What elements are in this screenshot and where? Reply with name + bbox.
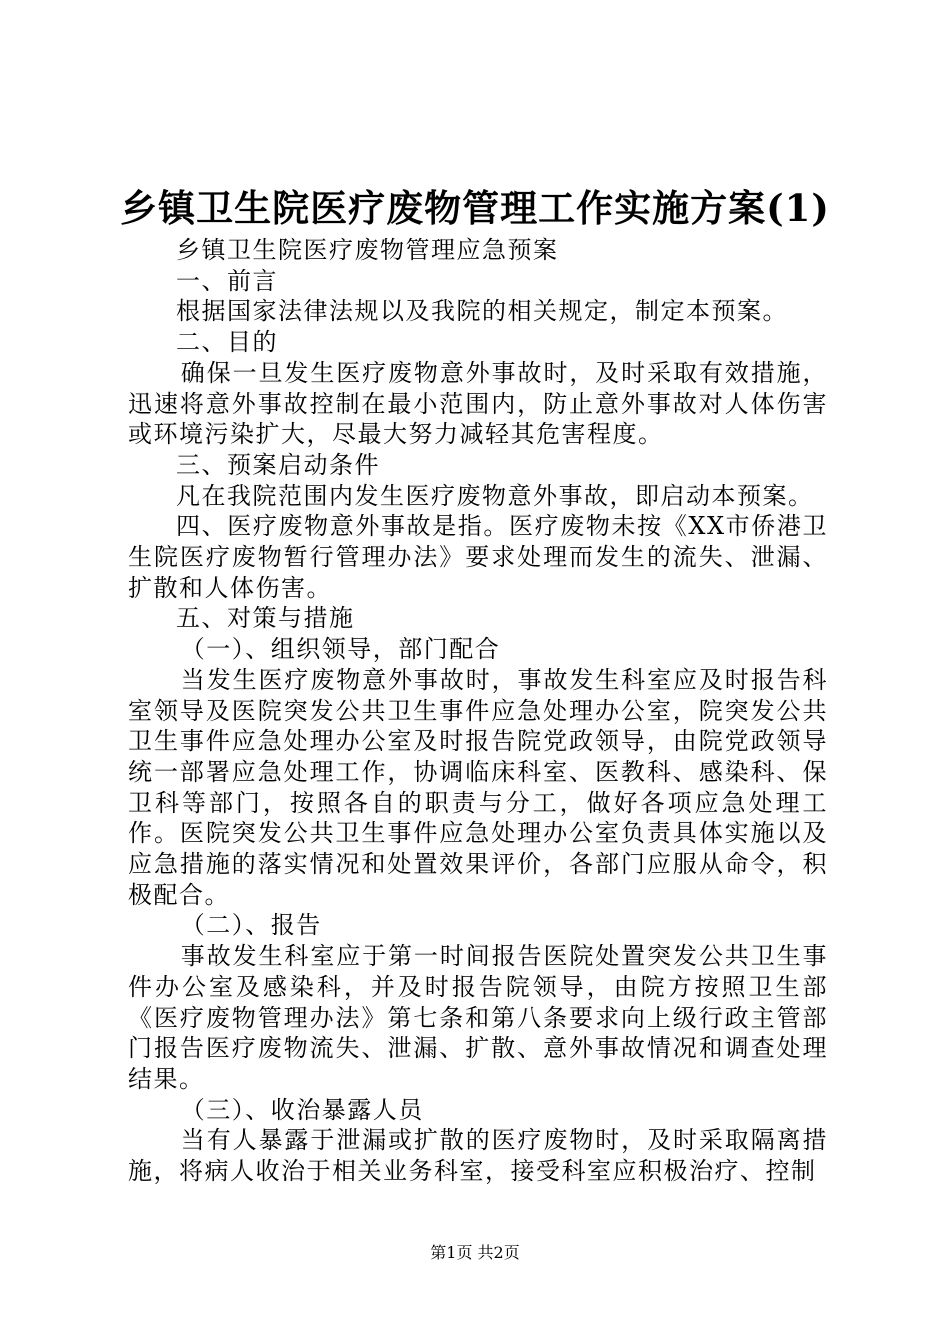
document-body <box>128 235 828 1187</box>
body-paragraph: 当发生医疗废物意外事故时，事故发生科室应及时报告科室领导及医院突发公共卫生事件应急处理办公室，院突发公共卫生事件应急处理办公室及时报告院党政领导，由院党政领导统一部署应急处理工作，协调临床科室、医教科、感染科、保卫科等部门，按照各自的职责与分工，做好各项应急处理工作。医院突发公共卫生事件应急处理办公室负责具体实施以及应急措施的落实情况和处置效果评价，各部门应服从命令，积极配合。 <box>128 665 828 909</box>
section-heading-trigger: 三、预案启动条件 <box>176 450 380 479</box>
subsection-heading-organization: （一）、组织领导，部门配合 <box>180 635 501 664</box>
body-paragraph: 当有人暴露于泄漏或扩散的医疗废物时，及时采取隔离措施，将病人收治于相关业务科室，接受科室应积极治疗、控制 <box>128 1126 828 1186</box>
section-heading-measures: 五、对策与措施 <box>176 604 355 633</box>
document-title: 乡镇卫生院医疗废物管理工作实施方案(1) <box>120 186 830 230</box>
section-heading-purpose: 二、目的 <box>176 328 278 357</box>
subsection-heading-report: （二）、报告 <box>180 911 322 940</box>
body-paragraph: 确保一旦发生医疗废物意外事故时，及时采取有效措施，迅速将意外事故控制在最小范围内，防止意外事故对人体伤害或环境污染扩大，尽最大努力减轻其危害程度。 <box>128 358 828 449</box>
body-paragraph: 凡在我院范围内发生医疗废物意外事故，即启动本预案。 <box>176 481 814 510</box>
body-paragraph: 四、医疗废物意外事故是指。医疗废物未按《XX市侨港卫生院医疗废物暂行管理办法》要求处理而发生的流失、泄漏、扩散和人体伤害。 <box>128 512 828 602</box>
body-paragraph: 事故发生科室应于第一时间报告医院处置突发公共卫生事件办公室及感染科，并及时报告院领导，由院方按照卫生部《医疗废物管理办法》第七条和第八条要求向上级行政主管部门报告医疗废物流失、泄漏、扩散、意外事故情况和调查处理结果。 <box>128 942 828 1093</box>
subsection-heading-treatment: （三）、收治暴露人员 <box>180 1095 424 1124</box>
page-number-footer: 第1页 共2页 <box>430 1243 520 1262</box>
section-heading-preface: 一、前言 <box>176 266 278 295</box>
subtitle-paragraph: 乡镇卫生院医疗废物管理应急预案 <box>176 236 559 264</box>
body-paragraph: 根据国家法律法规以及我院的相关规定，制定本预案。 <box>176 297 788 326</box>
